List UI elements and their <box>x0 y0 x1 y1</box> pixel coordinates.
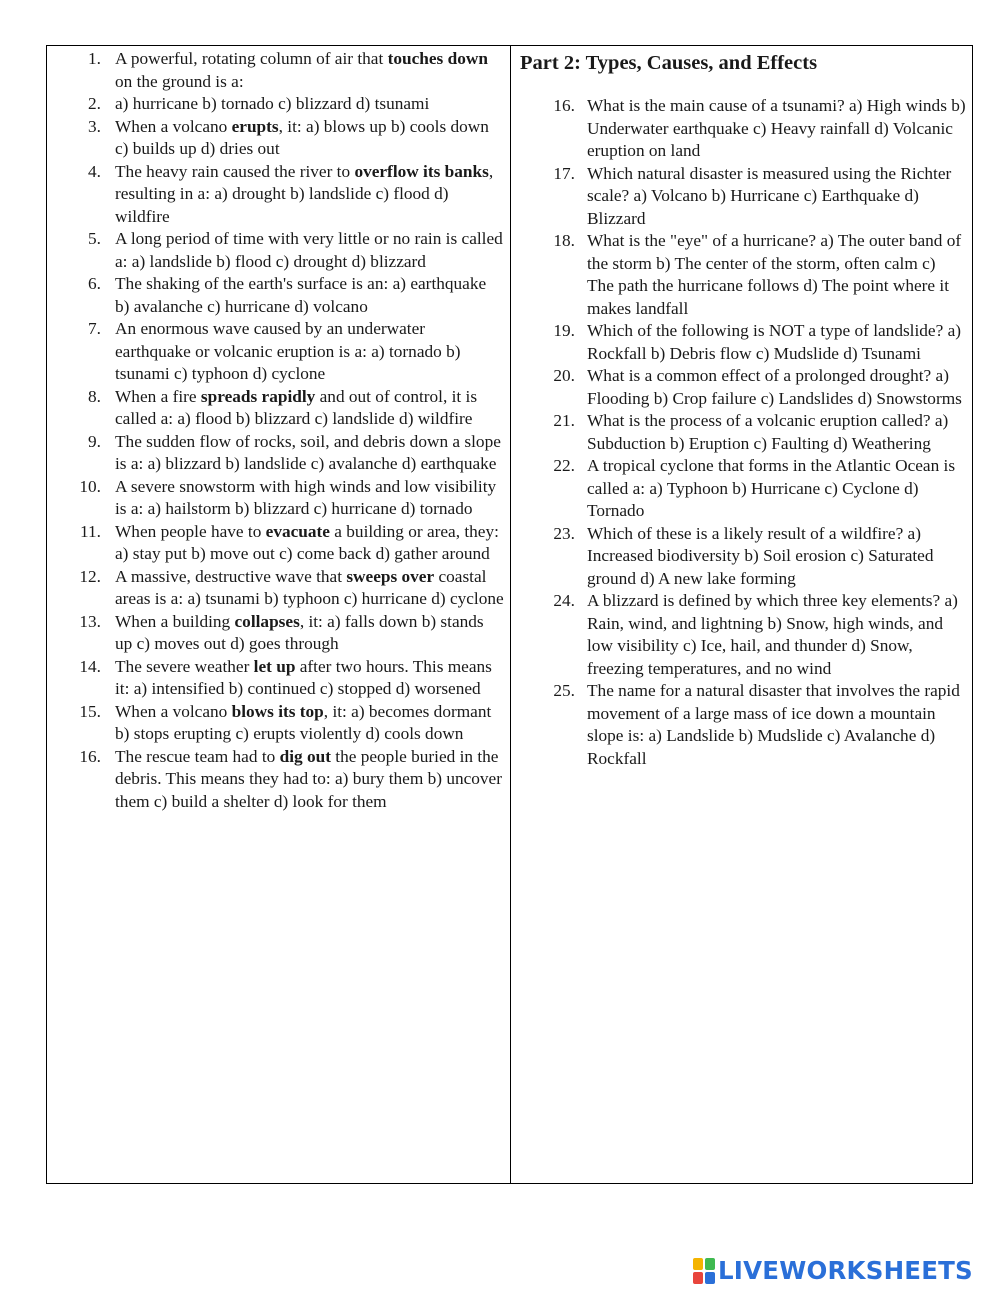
question-text-segment: A long period of time with very little or no rain is called a: a) landslide b) flood c) drought d) blizzard <box>115 229 503 271</box>
question-keyword: touches down <box>387 49 488 68</box>
question-text <box>115 228 504 273</box>
question-item <box>529 455 966 523</box>
question-item <box>529 95 966 163</box>
question-text <box>587 410 966 455</box>
question-item <box>529 163 966 231</box>
question-text-segment: the people buried in the debris. This means they had to: a) bury them b) uncover them c) build a shelter d) look for them <box>115 746 502 811</box>
question-number: 11. <box>80 521 101 541</box>
question-text <box>115 656 504 701</box>
left-question-list <box>47 48 504 813</box>
question-number: 25. <box>553 681 575 700</box>
question-item <box>529 365 966 410</box>
question-item <box>47 386 504 431</box>
question-text <box>115 611 504 656</box>
question-text-segment: The rescue team had to <box>115 746 280 766</box>
question-text <box>115 386 504 431</box>
question-number: 2. <box>88 94 101 113</box>
question-number: 1. <box>88 49 101 68</box>
question-keyword: blows its top <box>231 701 324 721</box>
question-text-segment: What is the "eye" of a hurricane? a) The outer band of the storm b) The center of the storm, often calm c) The path the hurricane follows d) The point where it makes landfall <box>587 231 962 318</box>
question-text-segment: What is a common effect of a prolonged drought? a) Flooding b) Crop failure c) Landslides d) Snowstorms <box>587 366 962 408</box>
question-keyword: spreads rapidly <box>200 386 316 406</box>
logo-mark-icon <box>693 1258 715 1284</box>
question-item <box>47 476 504 521</box>
question-text-segment: The heavy rain caused the river to <box>115 161 355 181</box>
question-keyword: evacuate <box>265 521 330 541</box>
question-text-segment: A massive, destructive wave that <box>115 566 347 586</box>
question-text-segment: a) hurricane b) tornado c) blizzard d) tsunami <box>115 94 430 113</box>
question-item <box>47 746 504 814</box>
question-number: 16. <box>79 746 101 766</box>
part-2-title: Part 2: Types, Causes, and Effects <box>520 52 818 74</box>
question-keyword: erupts <box>231 116 279 136</box>
question-text-segment: a building or area, they: a) stay put b) move out c) come back d) gather around <box>115 521 499 563</box>
question-text-segment: Which of these is a likely result of a wildfire? a) Increased biodiversity b) Soil erosion c) Saturated ground d) A new lake forming <box>587 523 934 588</box>
question-text <box>587 590 966 680</box>
question-number: 6. <box>88 274 101 293</box>
question-text <box>115 116 504 161</box>
question-item <box>47 228 504 273</box>
question-text-segment: An enormous wave caused by an underwater earthquake or volcanic eruption is a: a) tornado b) tsunami c) typhoon d) cyclone <box>115 319 461 383</box>
question-text <box>587 455 966 523</box>
question-text-segment: The shaking of the earth's surface is an: a) earthquake b) avalanche c) hurricane d) volcano <box>115 274 487 316</box>
question-text <box>115 566 504 611</box>
logo-square <box>705 1258 715 1270</box>
liveworksheets-logo[interactable] <box>693 1256 973 1285</box>
question-number: 8. <box>88 386 101 406</box>
question-keyword: overflow its banks <box>354 161 489 181</box>
question-text-segment: When a volcano <box>115 701 232 721</box>
question-number: 13. <box>79 611 101 631</box>
question-number: 20. <box>553 366 575 385</box>
question-item <box>529 680 966 770</box>
question-number: 24. <box>553 591 575 610</box>
question-number: 19. <box>553 321 575 340</box>
question-text-segment: A severe snowstorm with high winds and low visibility is a: a) hailstorm b) blizzard c) hurricane d) tornado <box>115 476 497 518</box>
question-number: 12. <box>79 566 101 586</box>
question-text-segment: and out of control, it is called a: a) flood b) blizzard c) landslide d) wildfire <box>115 386 478 428</box>
question-text <box>115 701 504 746</box>
question-number: 7. <box>88 319 101 338</box>
question-text-segment: after two hours. This means it: a) intensified b) continued c) stopped d) worsened <box>115 656 492 698</box>
logo-square <box>705 1272 715 1284</box>
question-text-segment: What is the main cause of a tsunami? a) High winds b) Underwater earthquake c) Heavy rainfall d) Volcanic eruption on land <box>587 96 966 160</box>
question-text <box>587 163 966 231</box>
question-text <box>587 680 966 770</box>
question-text <box>587 320 966 365</box>
question-text <box>115 273 504 318</box>
question-text-segment: A powerful, rotating column of air that <box>115 49 388 68</box>
question-text-segment: What is the process of a volcanic eruption called? a) Subduction b) Eruption c) Faulting d) Weathering <box>587 411 949 453</box>
question-text-segment: on the ground is a: <box>115 71 244 91</box>
left-column <box>47 46 511 1183</box>
right-column <box>511 46 972 1183</box>
question-number: 4. <box>88 161 101 181</box>
question-text-segment: , it: a) becomes dormant b) stops erupting c) erupts violently d) cools down <box>115 701 492 743</box>
question-text-segment: The sudden flow of rocks, soil, and debris down a slope is a: a) blizzard b) landslide c) avalanche d) earthquake <box>115 431 501 473</box>
question-text-segment: The severe weather <box>115 656 254 676</box>
question-text-segment: The name for a natural disaster that involves the rapid movement of a large mass of ice down a mountain slope is: a) Landslide b) Mudslide c) Avalanche d) Rockfall <box>587 681 960 768</box>
question-keyword: dig out <box>279 746 331 766</box>
question-text <box>115 48 504 93</box>
question-number: 18. <box>553 231 575 250</box>
question-text <box>115 431 504 476</box>
question-text <box>115 93 504 116</box>
question-item <box>529 590 966 680</box>
question-number: 3. <box>88 116 101 136</box>
question-number: 16. <box>553 96 575 115</box>
question-text-segment: A blizzard is defined by which three key elements? a) Rain, wind, and lightning b) Snow, high winds, and low visibility c) Ice, hail, and thunder d) Snow, freezing temperatures, and no wind <box>587 591 958 678</box>
logo-square <box>693 1258 703 1270</box>
question-text-segment: When a fire <box>115 386 201 406</box>
question-number: 5. <box>88 229 101 248</box>
question-item <box>47 48 504 93</box>
question-item <box>47 656 504 701</box>
question-item <box>47 93 504 116</box>
question-item <box>47 318 504 386</box>
question-keyword: sweeps over <box>346 566 435 586</box>
question-item <box>529 320 966 365</box>
question-keyword: let up <box>253 656 296 676</box>
question-item <box>47 566 504 611</box>
question-text <box>115 746 504 814</box>
question-item <box>47 116 504 161</box>
question-number: 23. <box>553 523 575 543</box>
question-text-segment: Which natural disaster is measured using the Richter scale? a) Volcano b) Hurricane c) Earthquake d) Blizzard <box>587 163 952 228</box>
question-item <box>47 611 504 656</box>
question-item <box>47 161 504 229</box>
question-keyword: collapses <box>234 611 300 631</box>
question-text-segment: , it: a) blows up b) cools down c) builds up d) dries out <box>115 116 489 158</box>
question-item <box>529 410 966 455</box>
question-text-segment: , it: a) falls down b) stands up c) moves out d) goes through <box>115 611 484 653</box>
question-number: 21. <box>553 411 575 430</box>
question-text <box>115 318 504 386</box>
question-text-segment: When people have to <box>115 521 266 541</box>
question-text <box>115 476 504 521</box>
question-item <box>47 273 504 318</box>
question-item <box>529 230 966 320</box>
question-number: 15. <box>79 701 101 721</box>
question-text <box>587 95 966 163</box>
question-item <box>47 701 504 746</box>
question-number: 14. <box>79 656 101 676</box>
right-question-list <box>520 95 966 770</box>
question-text-segment: coastal areas is a: a) tsunami b) typhoon c) hurricane d) cyclone <box>115 566 504 608</box>
question-text-segment: , resulting in a: a) drought b) landslide c) flood d) wildfire <box>115 161 494 226</box>
question-number: 17. <box>553 163 575 183</box>
question-text-segment: Which of the following is NOT a type of landslide? a) Rockfall b) Debris flow c) Mudslide d) Tsunami <box>587 321 962 363</box>
question-item <box>529 523 966 591</box>
question-text <box>587 523 966 591</box>
question-item <box>47 431 504 476</box>
question-number: 9. <box>88 431 101 451</box>
question-text-segment: When a volcano <box>115 116 232 136</box>
question-number: 10. <box>79 476 101 496</box>
worksheet-table <box>46 45 973 1184</box>
logo-text: LIVEWORKSHEETS <box>718 1256 973 1285</box>
question-text <box>115 521 504 566</box>
question-text-segment: When a building <box>115 611 235 631</box>
question-text <box>587 230 966 320</box>
question-text-segment: A tropical cyclone that forms in the Atlantic Ocean is called a: a) Typhoon b) Hurricane c) Cyclone d) Tornado <box>587 456 956 520</box>
question-number: 22. <box>553 456 575 475</box>
question-item <box>47 521 504 566</box>
question-text <box>587 365 966 410</box>
logo-square <box>693 1272 703 1284</box>
question-text <box>115 161 504 229</box>
